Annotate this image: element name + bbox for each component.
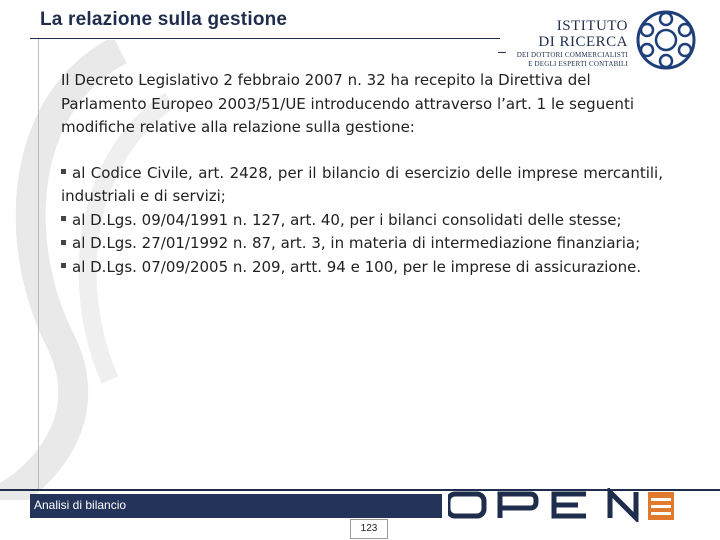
institute-logo-text [498,14,628,72]
bullet-item [61,256,663,280]
logo-line-1: ISTITUTO [556,18,628,34]
logo-line-2: DI RICERCA [538,34,628,50]
footer-label: Analisi di bilancio [34,498,127,512]
bullet-text: al Codice Civile, art. 2428, per il bilancio di esercizio delle imprese mercantili, industriali e di servizi; [61,163,663,205]
bullet-item [61,232,663,256]
logo-line-4: E DEGLI ESPERTI CONTABILI [528,60,628,68]
bullet-item [61,162,663,209]
logo-rule [498,52,506,53]
bullet-text: al D.Lgs. 07/09/2005 n. 209, artt. 94 e 100, per le imprese di assicurazione. [72,257,642,276]
logo-line-3: DEI DOTTORI COMMERCIALISTI [516,51,628,59]
footer-label-box [30,494,442,518]
bullet-icon [61,169,66,174]
institute-emblem-icon [634,6,698,74]
bullet-text: al D.Lgs. 09/04/1991 n. 127, art. 40, per i bilanci consolidati delle stesse; [72,210,622,229]
bullet-icon [61,240,66,245]
title-rule [30,38,500,39]
bullet-icon [61,263,66,268]
bullet-icon [61,216,66,221]
bullet-text: al D.Lgs. 27/01/1992 n. 87, art. 3, in materia di intermediazione finanziaria; [72,234,641,252]
open-logo-icon [448,488,676,522]
slide-body [61,69,663,279]
slide-title: La relazione sulla gestione [40,9,288,30]
page-number: 123 [350,519,388,539]
intro-paragraph: Il Decreto Legislativo 2 febbraio 2007 n. 32 ha recepito la Direttiva del Parlamento Europeo 2003/51/UE introducendo attraverso l’art. 1 le seguenti modifiche relative alla relazione sulla gestione: [61,71,634,136]
bullet-item [61,209,663,233]
left-separator [38,39,39,489]
